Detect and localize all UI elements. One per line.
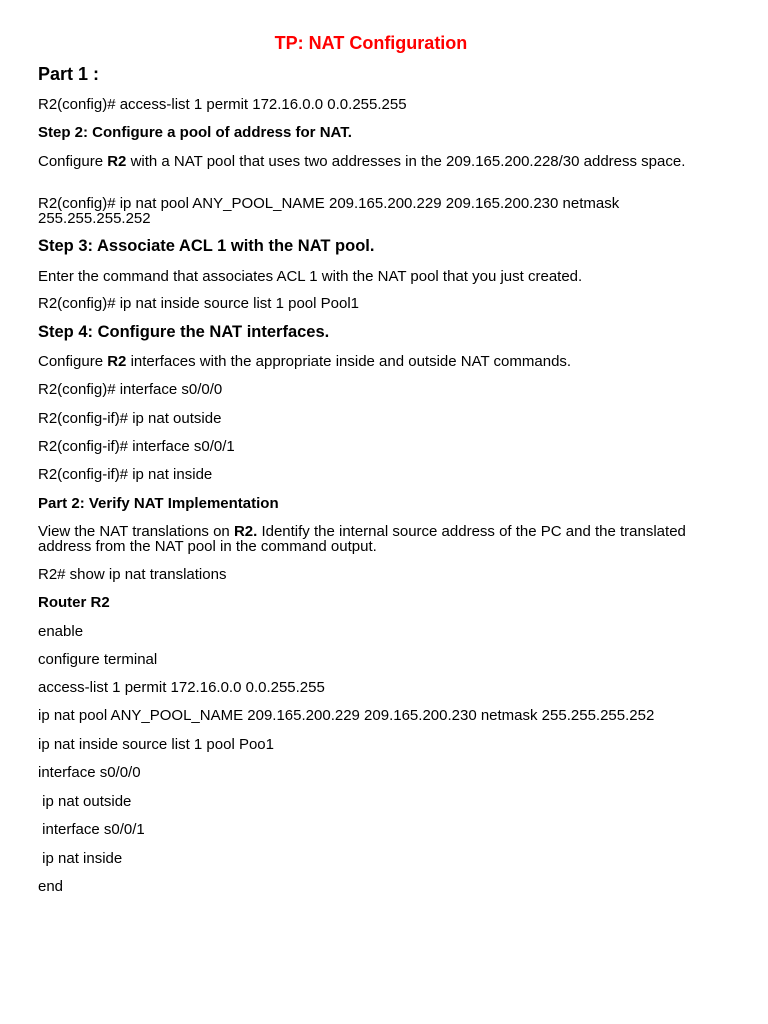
step3-command: R2(config)# ip nat inside source list 1 pool Pool1 [38,295,360,312]
part2-command: R2# show ip nat translations [38,566,227,583]
part2-instruction-prefix: View the NAT translations on [38,523,234,540]
step4-heading: Step 4: Configure the NAT interfaces. [38,323,330,341]
step4-command: R2(config)# interface s0/0/0 [38,381,223,398]
router-config-line: ip nat outside [38,793,132,810]
step3-heading: Step 3: Associate ACL 1 with the NAT pool. [38,237,375,255]
router-config-line: ip nat inside source list 1 pool Poo1 [38,736,274,753]
step4-command: R2(config-if)# ip nat inside [38,466,213,483]
router-heading: Router R2 [38,594,110,611]
router-config-line: end [38,878,64,895]
step4-command: R2(config-if)# ip nat outside [38,410,222,427]
step2-instruction-prefix: Configure [38,153,108,170]
step2-instruction [38,154,728,169]
step2-instruction-suffix: with a NAT pool that uses two addresses in the 209.165.200.228/30 address space. [126,153,686,170]
router-config-line: interface s0/0/1 [38,821,145,838]
step2-instruction-bold: R2 [107,153,127,170]
router-config-line: access-list 1 permit 172.16.0.0 0.0.255.255 [38,679,325,696]
step4-command: R2(config-if)# interface s0/0/1 [38,438,235,455]
part2-instruction [38,524,728,554]
router-config-line: ip nat inside [38,850,123,867]
step2-heading: Step 2: Configure a pool of address for NAT. [38,124,352,141]
router-config-line: interface s0/0/0 [38,764,141,781]
step4-instruction-bold: R2 [107,353,127,370]
part2-instruction-bold: R2. [233,523,258,540]
router-config-line: configure terminal [38,651,158,668]
document-title: TP: NAT Configuration [274,33,468,53]
router-config-line: enable [38,623,84,640]
part1-heading: Part 1 : [38,64,100,84]
step4-instruction [38,354,728,369]
step4-instruction-prefix: Configure [38,353,108,370]
step3-instruction: Enter the command that associates ACL 1 with the NAT pool that you just created. [38,268,583,285]
step2-command: R2(config)# ip nat pool ANY_POOL_NAME 209.165.200.229 209.165.200.230 netmask 255.255.255.252 [38,195,620,227]
step4-instruction-suffix: interfaces with the appropriate inside and outside NAT commands. [126,353,572,370]
part1-acl-command: R2(config)# access-list 1 permit 172.16.0.0 0.0.255.255 [38,96,407,113]
part2-instruction-suffix: Identify the internal source address of the PC and the translated address from the NAT pool in the command output. [38,523,686,555]
router-config-line: ip nat pool ANY_POOL_NAME 209.165.200.229 209.165.200.230 netmask 255.255.255.252 [38,707,655,724]
part2-heading: Part 2: Verify NAT Implementation [38,495,279,512]
